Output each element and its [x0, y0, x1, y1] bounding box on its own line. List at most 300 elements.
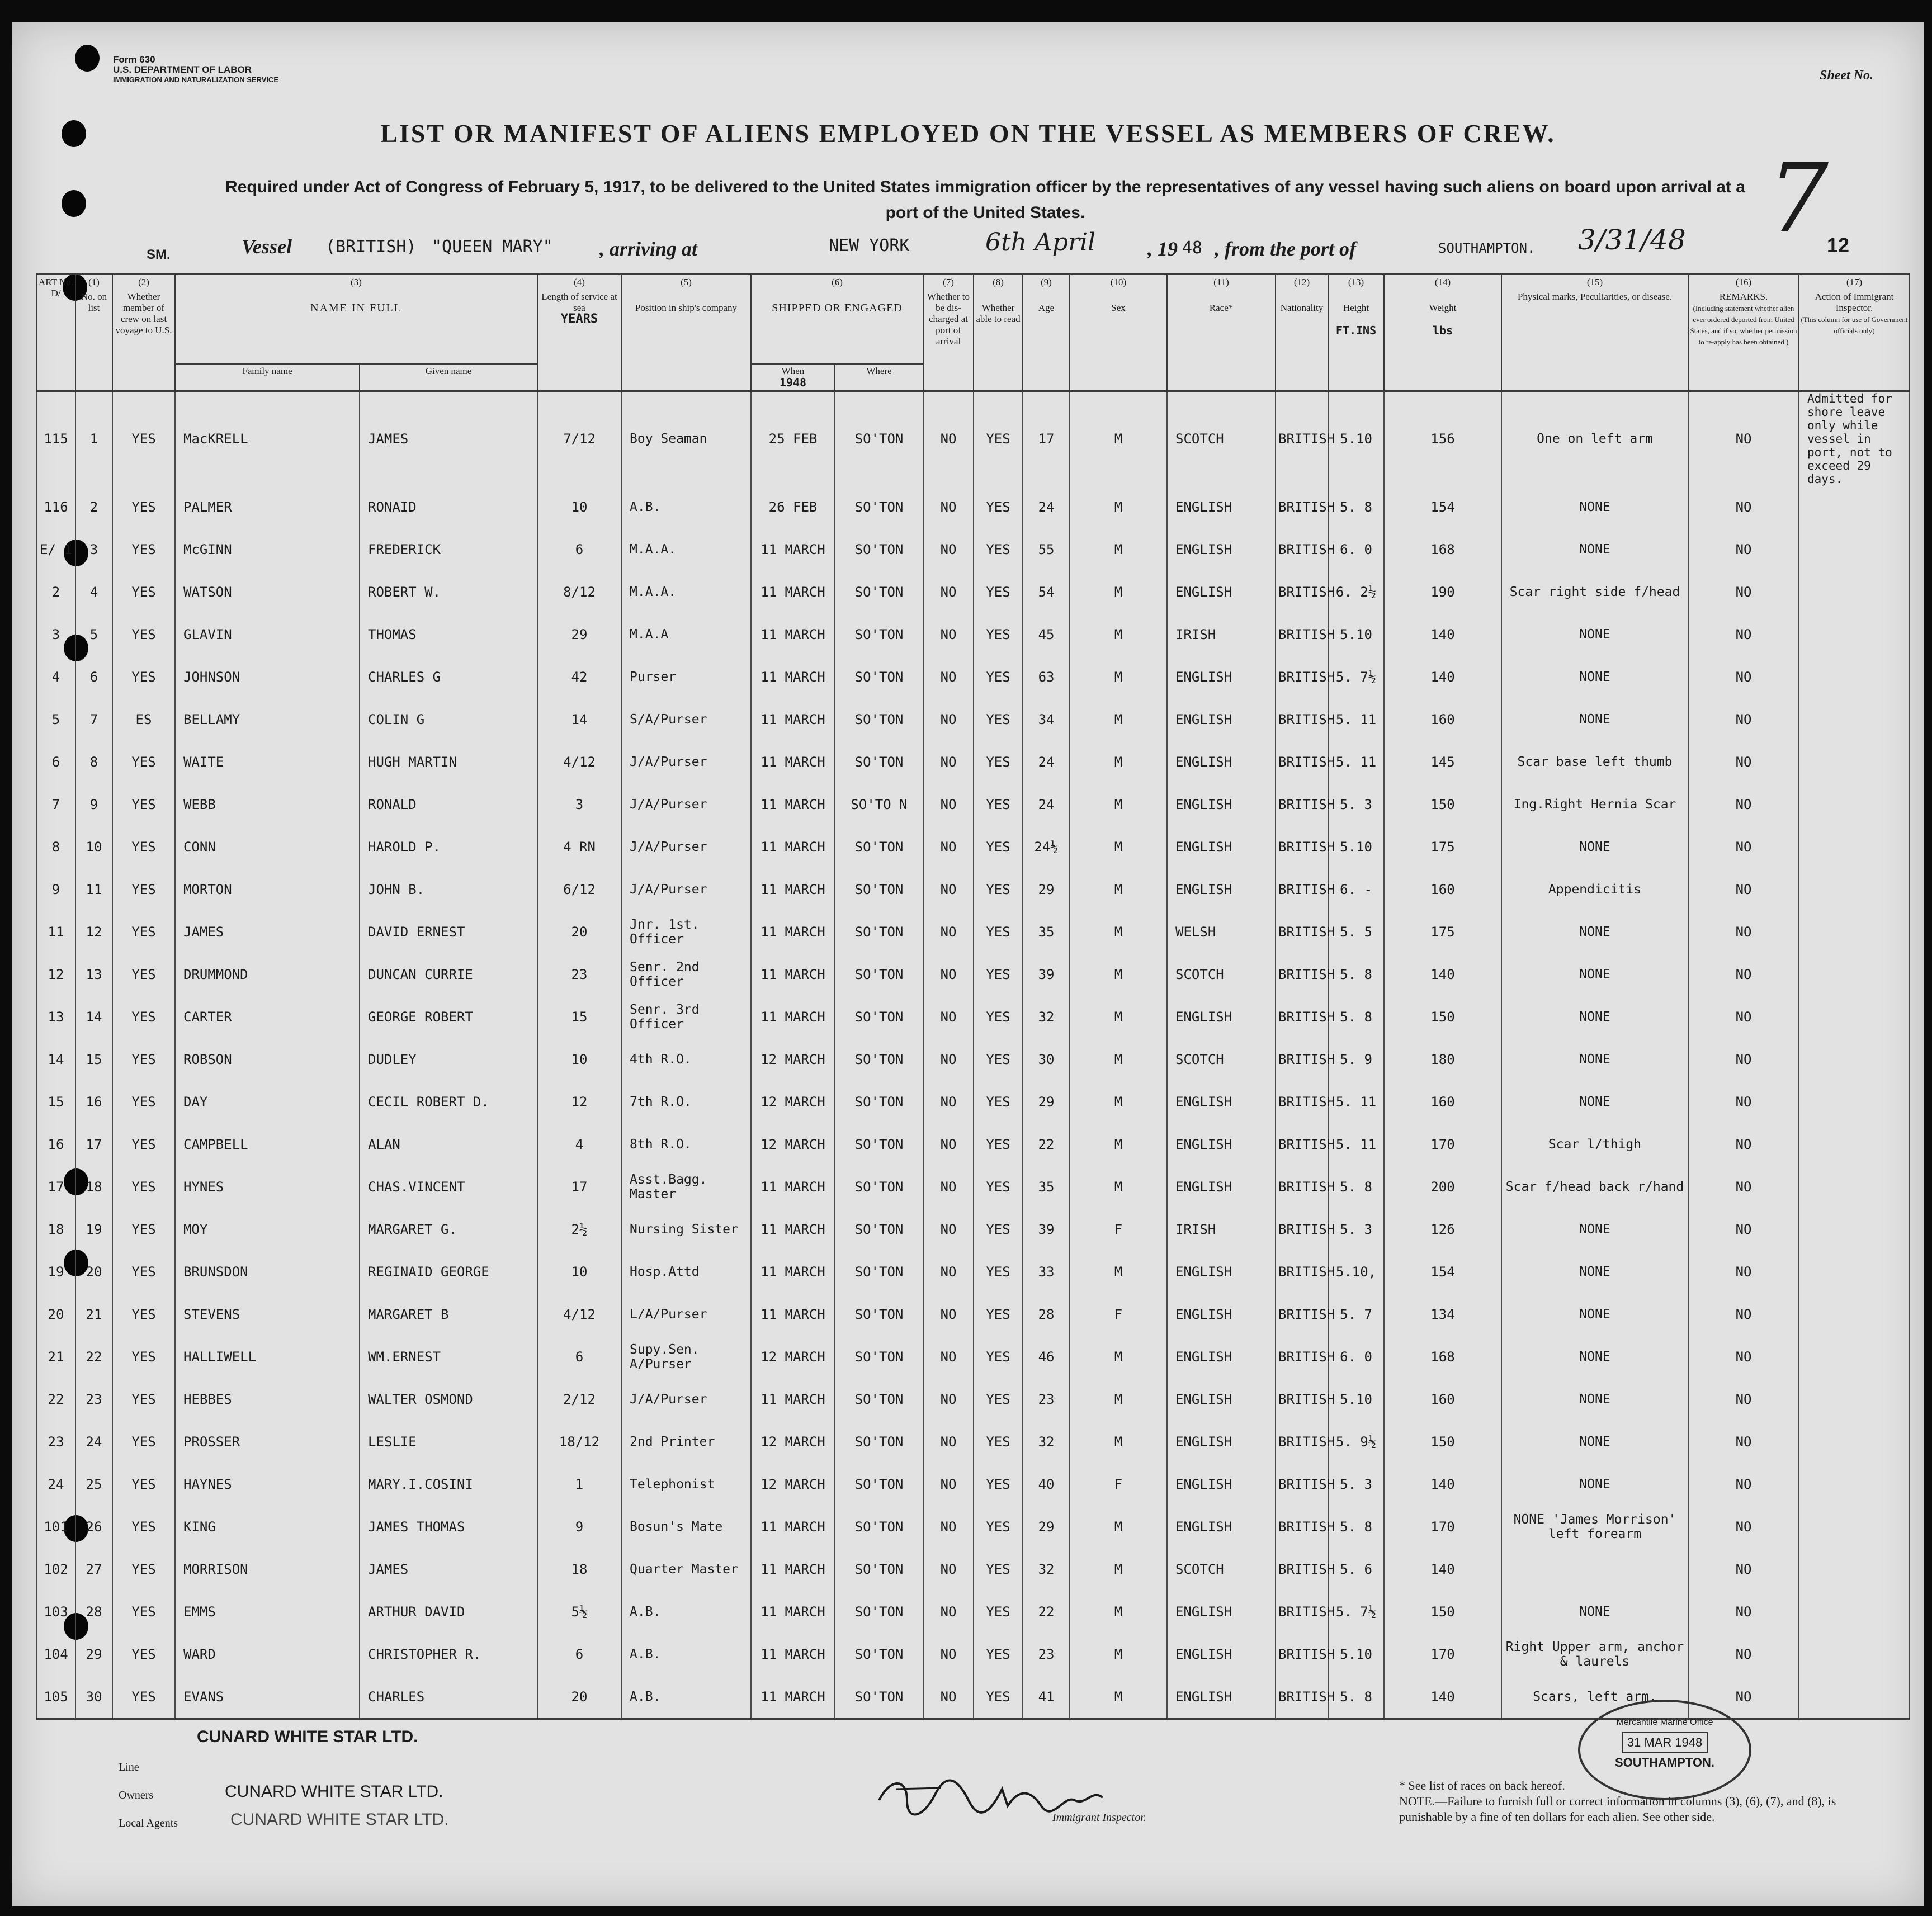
- family-name-cell: HALLIWELL: [175, 1336, 360, 1378]
- position-cell: Purser: [621, 656, 751, 698]
- crew-last-voyage-cell: ES: [112, 698, 175, 741]
- table-row: [36, 698, 1910, 741]
- remarks-cell: NO: [1688, 868, 1799, 911]
- able-to-read-cell: YES: [974, 826, 1023, 868]
- remarks-cell: NO: [1688, 1676, 1799, 1719]
- shipped-when-cell: 11 MARCH: [751, 528, 835, 571]
- shipped-where-cell: SO'TON: [835, 1378, 923, 1421]
- table-row: [36, 1633, 1910, 1676]
- shipped-where-cell: SO'TO N: [835, 783, 923, 826]
- able-to-read-cell: YES: [974, 1293, 1023, 1336]
- shipped-when-cell: 11 MARCH: [751, 698, 835, 741]
- header-height: [1328, 274, 1384, 391]
- table-row: [36, 571, 1910, 613]
- table-row: [36, 868, 1910, 911]
- weight-cell: 180: [1384, 1038, 1501, 1081]
- discharged-cell: NO: [923, 1166, 974, 1208]
- shipped-where-cell: SO'TON: [835, 1633, 923, 1676]
- height-cell: 5. 5: [1328, 911, 1384, 953]
- art-cell: 15: [36, 1081, 75, 1123]
- crew-last-voyage-cell: YES: [112, 1336, 175, 1378]
- table-header-row: [36, 274, 1910, 364]
- header-text: Height: [1343, 302, 1369, 313]
- form-number-block: [113, 55, 278, 85]
- crew-last-voyage-cell: YES: [112, 613, 175, 656]
- physical-marks-cell: NONE: [1501, 1081, 1688, 1123]
- race-cell: ENGLISH: [1167, 1293, 1276, 1336]
- remarks-cell: NO: [1688, 1293, 1799, 1336]
- race-cell: ENGLISH: [1167, 1591, 1276, 1633]
- handwritten-date: 3/31/48: [1578, 224, 1686, 256]
- list-number-cell: 18: [75, 1166, 112, 1208]
- weight-cell: 175: [1384, 826, 1501, 868]
- weight-cell: 168: [1384, 1336, 1501, 1378]
- table-row: [36, 1251, 1910, 1293]
- position-cell: Boy Seaman: [621, 391, 751, 486]
- header-text: Whether able to read: [976, 302, 1021, 324]
- family-name-cell: WATSON: [175, 571, 360, 613]
- table-row: [36, 528, 1910, 571]
- physical-marks-cell: NONE: [1501, 698, 1688, 741]
- service-cell: 29: [537, 613, 621, 656]
- discharged-cell: NO: [923, 571, 974, 613]
- header-text: Race*: [1209, 302, 1234, 313]
- position-cell: Hosp.Attd: [621, 1251, 751, 1293]
- header-small-text: (This column for use of Government officials only): [1801, 315, 1908, 335]
- art-cell: 6: [36, 741, 75, 783]
- race-cell: ENGLISH: [1167, 741, 1276, 783]
- height-cell: 5. 7½: [1328, 656, 1384, 698]
- family-name-cell: CARTER: [175, 996, 360, 1038]
- inspector-action-cell: [1799, 868, 1910, 911]
- inspector-action-cell: [1799, 1081, 1910, 1123]
- crew-last-voyage-cell: YES: [112, 1081, 175, 1123]
- race-cell: ENGLISH: [1167, 1463, 1276, 1506]
- given-name-cell: RONALD: [360, 783, 537, 826]
- age-cell: 29: [1023, 1506, 1070, 1548]
- family-name-cell: WAITE: [175, 741, 360, 783]
- sex-cell: M: [1070, 996, 1167, 1038]
- service-cell: 20: [537, 911, 621, 953]
- shipped-where-cell: SO'TON: [835, 486, 923, 528]
- nationality-cell: BRITISH: [1276, 911, 1328, 953]
- header-unit: lbs: [1432, 324, 1453, 337]
- position-cell: A.B.: [621, 486, 751, 528]
- weight-cell: 140: [1384, 613, 1501, 656]
- shipped-where-cell: SO'TON: [835, 868, 923, 911]
- shipped-where-cell: SO'TON: [835, 1251, 923, 1293]
- given-name-cell: HAROLD P.: [360, 826, 537, 868]
- remarks-cell: NO: [1688, 613, 1799, 656]
- position-cell: 4th R.O.: [621, 1038, 751, 1081]
- table-row: [36, 1336, 1910, 1378]
- list-number-cell: 9: [75, 783, 112, 826]
- line-label: Line: [119, 1761, 139, 1773]
- weight-cell: 175: [1384, 911, 1501, 953]
- weight-cell: 170: [1384, 1123, 1501, 1166]
- weight-cell: 134: [1384, 1293, 1501, 1336]
- age-cell: 63: [1023, 656, 1070, 698]
- header-number: (15): [1586, 277, 1603, 287]
- header-shipped-engaged: [751, 274, 923, 364]
- list-number-cell: 12: [75, 911, 112, 953]
- able-to-read-cell: YES: [974, 656, 1023, 698]
- art-cell: 101: [36, 1506, 75, 1548]
- race-cell: ENGLISH: [1167, 826, 1276, 868]
- nationality-cell: BRITISH: [1276, 571, 1328, 613]
- crew-last-voyage-cell: YES: [112, 1421, 175, 1463]
- art-cell: 9: [36, 868, 75, 911]
- list-number-cell: 27: [75, 1548, 112, 1591]
- weight-cell: 160: [1384, 1378, 1501, 1421]
- crew-last-voyage-cell: YES: [112, 1293, 175, 1336]
- age-cell: 41: [1023, 1676, 1070, 1719]
- list-number-cell: 11: [75, 868, 112, 911]
- family-name-cell: HYNES: [175, 1166, 360, 1208]
- header-weight: [1384, 274, 1501, 391]
- sex-cell: M: [1070, 698, 1167, 741]
- shipped-where-cell: SO'TON: [835, 1336, 923, 1378]
- header-inspector-action: [1799, 274, 1910, 391]
- header-text: Given name: [425, 366, 472, 376]
- crew-last-voyage-cell: YES: [112, 1633, 175, 1676]
- height-cell: 5. 9: [1328, 1038, 1384, 1081]
- family-name-cell: MORRISON: [175, 1548, 360, 1591]
- art-cell: 24: [36, 1463, 75, 1506]
- service-cell: 15: [537, 996, 621, 1038]
- physical-marks-cell: NONE: [1501, 996, 1688, 1038]
- family-name-cell: PALMER: [175, 486, 360, 528]
- inspector-action-cell: [1799, 528, 1910, 571]
- crew-last-voyage-cell: YES: [112, 571, 175, 613]
- given-name-cell: CHARLES: [360, 1676, 537, 1719]
- art-cell: 4: [36, 656, 75, 698]
- remarks-cell: NO: [1688, 1038, 1799, 1081]
- art-cell: 105: [36, 1676, 75, 1719]
- sex-cell: M: [1070, 528, 1167, 571]
- stamp-place: SOUTHAMPTON.: [1614, 1756, 1715, 1770]
- discharged-cell: NO: [923, 1421, 974, 1463]
- given-name-cell: ALAN: [360, 1123, 537, 1166]
- service-cell: 2½: [537, 1208, 621, 1251]
- list-number-cell: 21: [75, 1293, 112, 1336]
- shipped-where-cell: SO'TON: [835, 1293, 923, 1336]
- header-text: Where: [866, 366, 892, 376]
- height-cell: 6. -: [1328, 868, 1384, 911]
- weight-cell: 150: [1384, 1591, 1501, 1633]
- header-text: Physical marks, Peculiarities, or disease.: [1517, 291, 1673, 302]
- able-to-read-cell: YES: [974, 1336, 1023, 1378]
- inspector-action-cell: [1799, 996, 1910, 1038]
- shipped-where-cell: SO'TON: [835, 1421, 923, 1463]
- service-cell: 4 RN: [537, 826, 621, 868]
- service-cell: 6: [537, 528, 621, 571]
- sheet-number-label: Sheet No.: [1820, 68, 1873, 83]
- given-name-cell: WALTER OSMOND: [360, 1378, 537, 1421]
- shipped-when-cell: 12 MARCH: [751, 1081, 835, 1123]
- given-name-cell: DUNCAN CURRIE: [360, 953, 537, 996]
- inspector-action-cell: [1799, 1548, 1910, 1591]
- given-name-cell: MARGARET B: [360, 1293, 537, 1336]
- shipped-when-cell: 12 MARCH: [751, 1038, 835, 1081]
- table-row: [36, 486, 1910, 528]
- header-number: (8): [993, 277, 1004, 287]
- inspector-action-cell: [1799, 1208, 1910, 1251]
- height-cell: 5. 6: [1328, 1548, 1384, 1591]
- sex-cell: M: [1070, 1038, 1167, 1081]
- position-cell: Jnr. 1st. Officer: [621, 911, 751, 953]
- header-list-number: [75, 274, 112, 391]
- race-cell: ENGLISH: [1167, 1633, 1276, 1676]
- remarks-cell: NO: [1688, 741, 1799, 783]
- shipped-where-cell: SO'TON: [835, 911, 923, 953]
- header-number: (10): [1110, 277, 1127, 287]
- physical-marks-cell: NONE: [1501, 1251, 1688, 1293]
- shipped-where-cell: SO'TON: [835, 698, 923, 741]
- remarks-cell: NO: [1688, 486, 1799, 528]
- service-cell: 7/12: [537, 391, 621, 486]
- shipped-where-cell: SO'TON: [835, 528, 923, 571]
- header-small-text: (Including statement whether alien ever ordered deported from United States, and if so, whether permission to re-apply has been obtained.): [1690, 304, 1797, 346]
- discharged-cell: NO: [923, 1123, 974, 1166]
- height-cell: 5. 11: [1328, 1081, 1384, 1123]
- art-cell: 7: [36, 783, 75, 826]
- inspector-action-cell: [1799, 1123, 1910, 1166]
- service-cell: 12: [537, 1081, 621, 1123]
- nationality-cell: BRITISH: [1276, 1591, 1328, 1633]
- list-number-cell: 23: [75, 1378, 112, 1421]
- crew-last-voyage-cell: YES: [112, 1676, 175, 1719]
- header-position: [621, 274, 751, 391]
- shipped-where-cell: SO'TON: [835, 1166, 923, 1208]
- list-number-cell: 3: [75, 528, 112, 571]
- inspector-action-cell: [1799, 1633, 1910, 1676]
- able-to-read-cell: YES: [974, 1123, 1023, 1166]
- header-crew-last-voyage: [112, 274, 175, 391]
- shipped-where-cell: SO'TON: [835, 1123, 923, 1166]
- list-number-cell: 20: [75, 1251, 112, 1293]
- crew-last-voyage-cell: YES: [112, 1038, 175, 1081]
- remarks-cell: NO: [1688, 1166, 1799, 1208]
- sex-cell: M: [1070, 741, 1167, 783]
- office-stamp: [1578, 1700, 1751, 1800]
- given-name-cell: JOHN B.: [360, 868, 537, 911]
- race-cell: IRISH: [1167, 613, 1276, 656]
- stamp-office: Mercantile Marine Office: [1616, 1718, 1713, 1727]
- inspector-label: Immigrant Inspector.: [1052, 1811, 1146, 1824]
- sex-cell: M: [1070, 1633, 1167, 1676]
- age-cell: 35: [1023, 911, 1070, 953]
- local-agents-label: Local Agents: [119, 1817, 178, 1829]
- shipped-where-cell: SO'TON: [835, 953, 923, 996]
- age-cell: 40: [1023, 1463, 1070, 1506]
- nationality-cell: BRITISH: [1276, 1421, 1328, 1463]
- table-row: [36, 613, 1910, 656]
- inspector-action-cell: [1799, 1378, 1910, 1421]
- able-to-read-cell: YES: [974, 1633, 1023, 1676]
- service-cell: 9: [537, 1506, 621, 1548]
- weight-cell: 140: [1384, 1463, 1501, 1506]
- sex-cell: M: [1070, 868, 1167, 911]
- age-cell: 55: [1023, 528, 1070, 571]
- sex-cell: M: [1070, 1166, 1167, 1208]
- header-text: Whether member of crew on last voyage to U.S.: [115, 291, 172, 335]
- physical-marks-cell: Appendicitis: [1501, 868, 1688, 911]
- inspector-action-cell: [1799, 571, 1910, 613]
- header-unit: YEARS: [560, 312, 598, 326]
- art-cell: 13: [36, 996, 75, 1038]
- discharged-cell: NO: [923, 996, 974, 1038]
- given-name-cell: CECIL ROBERT D.: [360, 1081, 537, 1123]
- header-when: [751, 364, 835, 391]
- header-number: (2): [138, 277, 149, 287]
- list-number-cell: 2: [75, 486, 112, 528]
- header-text: When: [781, 366, 805, 376]
- age-cell: 35: [1023, 1166, 1070, 1208]
- punch-hole: [75, 45, 100, 72]
- physical-marks-cell: NONE: [1501, 1463, 1688, 1506]
- race-cell: ENGLISH: [1167, 486, 1276, 528]
- header-number: (7): [943, 277, 954, 287]
- service-cell: 18: [537, 1548, 621, 1591]
- remarks-cell: NO: [1688, 1336, 1799, 1378]
- header-number: (11): [1213, 277, 1229, 287]
- sex-cell: M: [1070, 486, 1167, 528]
- age-cell: 32: [1023, 1548, 1070, 1591]
- art-cell: 18: [36, 1208, 75, 1251]
- shipped-when-cell: 11 MARCH: [751, 1676, 835, 1719]
- able-to-read-cell: YES: [974, 911, 1023, 953]
- nationality-cell: BRITISH: [1276, 1463, 1328, 1506]
- able-to-read-cell: YES: [974, 698, 1023, 741]
- from-port-label: , from the port of: [1215, 238, 1357, 260]
- nationality-cell: BRITISH: [1276, 1676, 1328, 1719]
- shipped-where-cell: SO'TON: [835, 1208, 923, 1251]
- age-cell: 39: [1023, 1208, 1070, 1251]
- sex-cell: M: [1070, 1251, 1167, 1293]
- table-row: [36, 1293, 1910, 1336]
- list-number-cell: 22: [75, 1336, 112, 1378]
- art-cell: 115: [36, 391, 75, 486]
- position-cell: Quarter Master: [621, 1548, 751, 1591]
- shipped-when-cell: 11 MARCH: [751, 996, 835, 1038]
- height-cell: 5.10: [1328, 391, 1384, 486]
- remarks-cell: NO: [1688, 528, 1799, 571]
- list-number-cell: 29: [75, 1633, 112, 1676]
- family-name-cell: WEBB: [175, 783, 360, 826]
- discharged-cell: NO: [923, 1633, 974, 1676]
- remarks-cell: NO: [1688, 1548, 1799, 1591]
- crew-last-voyage-cell: YES: [112, 996, 175, 1038]
- age-cell: 28: [1023, 1293, 1070, 1336]
- list-number-cell: 14: [75, 996, 112, 1038]
- physical-marks-cell: NONE: [1501, 613, 1688, 656]
- table-row: [36, 741, 1910, 783]
- header-year: 1948: [779, 376, 807, 389]
- shipped-when-cell: 26 FEB: [751, 486, 835, 528]
- discharged-cell: NO: [923, 528, 974, 571]
- shipped-when-cell: 12 MARCH: [751, 1463, 835, 1506]
- nationality-cell: BRITISH: [1276, 486, 1328, 528]
- list-number-cell: 5: [75, 613, 112, 656]
- remarks-cell: NO: [1688, 953, 1799, 996]
- weight-cell: 156: [1384, 391, 1501, 486]
- shipped-when-cell: 11 MARCH: [751, 1633, 835, 1676]
- position-cell: A.B.: [621, 1633, 751, 1676]
- shipped-where-cell: SO'TON: [835, 656, 923, 698]
- discharged-cell: NO: [923, 1336, 974, 1378]
- inspector-action-cell: [1799, 1038, 1910, 1081]
- age-cell: 46: [1023, 1336, 1070, 1378]
- age-cell: 45: [1023, 613, 1070, 656]
- sex-cell: M: [1070, 826, 1167, 868]
- inspector-action-cell: [1799, 1293, 1910, 1336]
- given-name-cell: WM.ERNEST: [360, 1336, 537, 1378]
- inspector-action-cell: [1799, 1676, 1910, 1719]
- given-name-cell: THOMAS: [360, 613, 537, 656]
- inspector-action-cell: [1799, 826, 1910, 868]
- table-row: [36, 1548, 1910, 1591]
- weight-cell: 140: [1384, 1676, 1501, 1719]
- art-cell: 21: [36, 1336, 75, 1378]
- arrival-port: NEW YORK: [829, 236, 910, 256]
- header-number: (3): [351, 277, 362, 287]
- shipped-when-cell: 12 MARCH: [751, 1421, 835, 1463]
- family-name-cell: WARD: [175, 1633, 360, 1676]
- race-cell: ENGLISH: [1167, 1251, 1276, 1293]
- shipped-where-cell: SO'TON: [835, 1463, 923, 1506]
- art-cell: 23: [36, 1421, 75, 1463]
- position-cell: A.B.: [621, 1591, 751, 1633]
- height-cell: 5. 3: [1328, 1463, 1384, 1506]
- weight-cell: 154: [1384, 486, 1501, 528]
- race-cell: SCOTCH: [1167, 953, 1276, 996]
- physical-marks-cell: Scar base left thumb: [1501, 741, 1688, 783]
- sex-cell: M: [1070, 391, 1167, 486]
- position-cell: M.A.A.: [621, 571, 751, 613]
- table-row: [36, 1463, 1910, 1506]
- physical-marks-cell: NONE: [1501, 1208, 1688, 1251]
- discharged-cell: NO: [923, 1038, 974, 1081]
- race-cell: IRISH: [1167, 1208, 1276, 1251]
- page-subtitle: Required under Act of Congress of February 5, 1917, to be delivered to the United States immigration officer by the representatives of any vessel having such aliens on board upon arrival at a port of the United States.: [225, 178, 1745, 222]
- height-cell: 5. 7½: [1328, 1591, 1384, 1633]
- family-name-cell: EMMS: [175, 1591, 360, 1633]
- given-name-cell: JAMES: [360, 1548, 537, 1591]
- header-text: Whether to be dis-charged at port of arrival: [927, 291, 970, 347]
- list-number-cell: 24: [75, 1421, 112, 1463]
- discharged-cell: NO: [923, 1506, 974, 1548]
- crew-last-voyage-cell: YES: [112, 391, 175, 486]
- shipped-where-cell: SO'TON: [835, 826, 923, 868]
- header-text: SHIPPED OR ENGAGED: [772, 302, 903, 314]
- height-cell: 5. 8: [1328, 1166, 1384, 1208]
- art-cell: 17: [36, 1166, 75, 1208]
- page-count: 12: [1827, 234, 1850, 257]
- list-number-cell: 30: [75, 1676, 112, 1719]
- header-art: [36, 274, 75, 391]
- sex-cell: M: [1070, 1548, 1167, 1591]
- race-cell: SCOTCH: [1167, 1038, 1276, 1081]
- nationality-cell: BRITISH: [1276, 1506, 1328, 1548]
- age-cell: 24: [1023, 741, 1070, 783]
- header-family-name: [175, 364, 360, 391]
- sex-cell: M: [1070, 1123, 1167, 1166]
- weight-cell: 150: [1384, 1421, 1501, 1463]
- physical-marks-cell: Ing.Right Hernia Scar: [1501, 783, 1688, 826]
- given-name-cell: ROBERT W.: [360, 571, 537, 613]
- physical-marks-cell: NONE: [1501, 953, 1688, 996]
